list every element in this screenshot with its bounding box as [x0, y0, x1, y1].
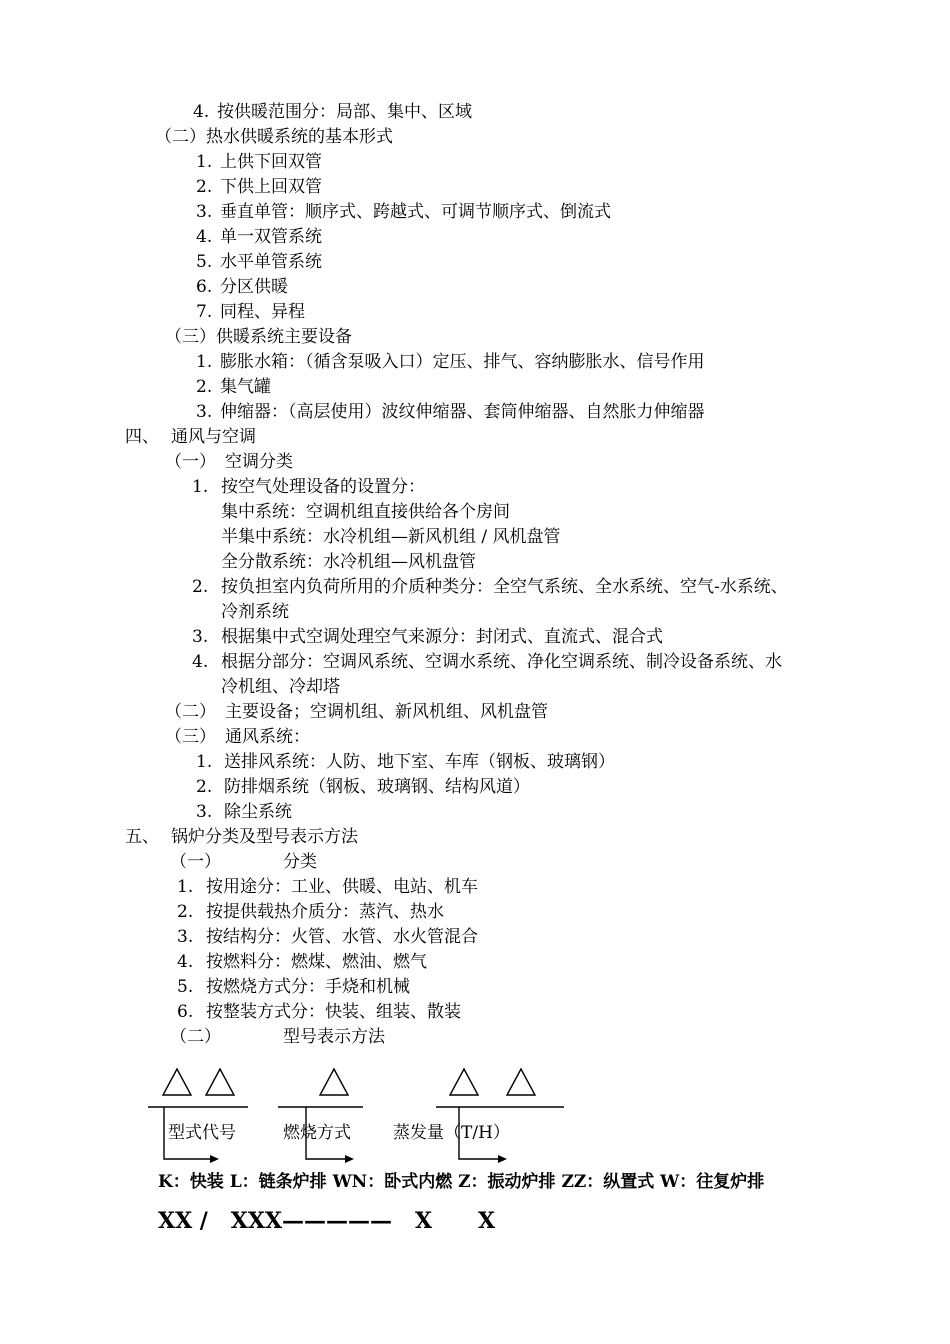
item-text: 半集中系统：水冷机组—新风机组 / 风机盘管	[221, 527, 561, 547]
heading-text: 通风与空调	[171, 427, 256, 447]
item-number: 3.	[196, 202, 213, 222]
chapter-heading	[125, 825, 358, 849]
heading-text: （二）热水供暖系统的基本形式	[155, 127, 393, 147]
list-item	[177, 975, 410, 999]
item-number: 3.	[196, 402, 213, 422]
list-item	[177, 950, 427, 974]
triangle-symbol	[507, 1069, 535, 1095]
list-item	[196, 350, 705, 374]
item-number: 1.	[196, 752, 213, 772]
list-item	[192, 475, 425, 499]
chapter-heading	[125, 425, 256, 449]
section-number: （三）	[165, 727, 216, 747]
item-number: 1.	[196, 152, 213, 172]
item-number: 1.	[196, 352, 213, 372]
list-item	[196, 175, 322, 199]
list-item	[196, 375, 271, 399]
item-number: 5.	[177, 977, 194, 997]
item-text: 按负担室内负荷所用的介质种类分：全空气系统、全水系统、空气-水系统、	[221, 577, 788, 597]
item-text: 分区供暖	[220, 277, 288, 297]
triangle-symbol	[320, 1069, 348, 1095]
section-heading	[170, 850, 317, 874]
item-number: 5.	[196, 252, 213, 272]
list-item	[196, 400, 705, 424]
list-item	[192, 650, 782, 674]
list-item	[196, 750, 615, 774]
triangle-symbol	[163, 1069, 191, 1095]
item-text: 上供下回双管	[220, 152, 322, 172]
section-heading	[165, 700, 548, 724]
item-text: 全分散系统：水冷机组—风机盘管	[221, 552, 476, 572]
section-heading	[165, 450, 293, 474]
heading-text: 分类	[283, 852, 317, 872]
heading-text: 主要设备；空调机组、新风机组、风机盘管	[225, 702, 548, 722]
item-text: 下供上回双管	[220, 177, 322, 197]
item-number: 3.	[196, 802, 213, 822]
item-number: 4.	[192, 652, 209, 672]
arrow-head	[345, 1155, 354, 1163]
section-number: （二）	[170, 1027, 221, 1047]
triangle-symbol	[450, 1069, 478, 1095]
section-heading	[165, 725, 310, 749]
item-number: 7.	[196, 302, 213, 322]
item-text: 集中系统：空调机组直接供给各个房间	[221, 502, 510, 522]
list-item	[196, 775, 530, 799]
diagram-lines	[0, 1060, 950, 1180]
section-number: （二）	[165, 702, 216, 722]
item-text: 按燃料分：燃煤、燃油、燃气	[206, 952, 427, 972]
item-text: 按用途分：工业、供暖、电站、机车	[206, 877, 478, 897]
list-item-detail	[221, 550, 476, 574]
list-item	[196, 275, 288, 299]
section-number: （一）	[170, 852, 221, 872]
item-text: 按提供载热介质分：蒸汽、热水	[206, 902, 444, 922]
list-item	[192, 575, 788, 599]
item-number: 3.	[192, 627, 209, 647]
list-item	[196, 150, 322, 174]
item-number: 3.	[177, 927, 194, 947]
item-text: 单一双管系统	[220, 227, 322, 247]
item-text: 按燃烧方式分：手烧和机械	[206, 977, 410, 997]
label-evaporation: 蒸发量（T/H）	[393, 1123, 510, 1143]
list-item-detail	[221, 525, 561, 549]
item-text: 除尘系统	[224, 802, 292, 822]
list-item	[193, 100, 472, 124]
list-item-detail	[221, 600, 289, 624]
list-item	[177, 925, 478, 949]
item-text: 按结构分：火管、水管、水火管混合	[206, 927, 478, 947]
item-number: 1.	[192, 477, 209, 497]
list-item	[196, 800, 292, 824]
list-item	[196, 225, 322, 249]
item-number: 2.	[196, 777, 213, 797]
item-number: 4.	[193, 102, 210, 122]
item-number: 2.	[192, 577, 209, 597]
arrow-head	[498, 1155, 507, 1163]
item-text: 按整装方式分：快装、组装、散装	[206, 1002, 461, 1022]
list-item	[196, 200, 611, 224]
section-heading	[165, 325, 352, 349]
item-text: 按空气处理设备的设置分：	[221, 477, 425, 497]
item-text: 根据集中式空调处理空气来源分：封闭式、直流式、混合式	[221, 627, 663, 647]
item-text: 同程、异程	[220, 302, 305, 322]
label-combustion-method: 燃烧方式	[283, 1123, 351, 1143]
code-legend: K：快装 L：链条炉排 WN：卧式内燃 Z：振动炉排 ZZ：纵置式 W：往复炉排	[158, 1172, 765, 1192]
heading-text: （三）供暖系统主要设备	[165, 327, 352, 347]
heading-text: 空调分类	[225, 452, 293, 472]
chapter-number: 四、	[125, 427, 159, 447]
item-number: 1.	[177, 877, 194, 897]
item-number: 2.	[177, 902, 194, 922]
item-number: 6.	[196, 277, 213, 297]
item-number: 6.	[177, 1002, 194, 1022]
item-text: 送排风系统：人防、地下室、车库（钢板、玻璃钢）	[224, 752, 615, 772]
item-number: 2.	[196, 177, 213, 197]
item-text: 膨胀水箱：（循含泵吸入口）定压、排气、容纳膨胀水、信号作用	[220, 352, 705, 372]
item-number: 4.	[196, 227, 213, 247]
list-item	[177, 875, 478, 899]
item-text: 冷剂系统	[221, 602, 289, 622]
list-item	[177, 1000, 461, 1024]
section-heading	[155, 125, 393, 149]
model-formula: XX / XXX————— X X	[158, 1208, 496, 1234]
list-item-detail	[221, 500, 510, 524]
item-text: 防排烟系统（钢板、玻璃钢、结构风道）	[224, 777, 530, 797]
boiler-model-diagram	[0, 1060, 950, 1180]
item-text: 伸缩器：（高层使用）波纹伸缩器、套筒伸缩器、自然胀力伸缩器	[220, 402, 705, 422]
chapter-number: 五、	[125, 827, 159, 847]
item-number: 2.	[196, 377, 213, 397]
list-item	[177, 900, 444, 924]
section-heading	[170, 1025, 385, 1049]
list-item	[196, 300, 305, 324]
item-number: 4.	[177, 952, 194, 972]
item-text: 垂直单管：顺序式、跨越式、可调节顺序式、倒流式	[220, 202, 611, 222]
item-text: 水平单管系统	[220, 252, 322, 272]
list-item-detail	[221, 675, 340, 699]
arrow-head	[210, 1155, 219, 1163]
item-text: 集气罐	[220, 377, 271, 397]
heading-text: 锅炉分类及型号表示方法	[171, 827, 358, 847]
heading-text: 型号表示方法	[283, 1027, 385, 1047]
heading-text: 通风系统：	[225, 727, 310, 747]
triangle-symbol	[206, 1069, 234, 1095]
list-item	[192, 625, 663, 649]
item-text: 根据分部分：空调风系统、空调水系统、净化空调系统、制冷设备系统、水	[221, 652, 782, 672]
section-number: （一）	[165, 452, 216, 472]
item-text: 按供暖范围分：局部、集中、区域	[217, 102, 472, 122]
item-text: 冷机组、冷却塔	[221, 677, 340, 697]
label-type-code: 型式代号	[168, 1123, 236, 1143]
list-item	[196, 250, 322, 274]
